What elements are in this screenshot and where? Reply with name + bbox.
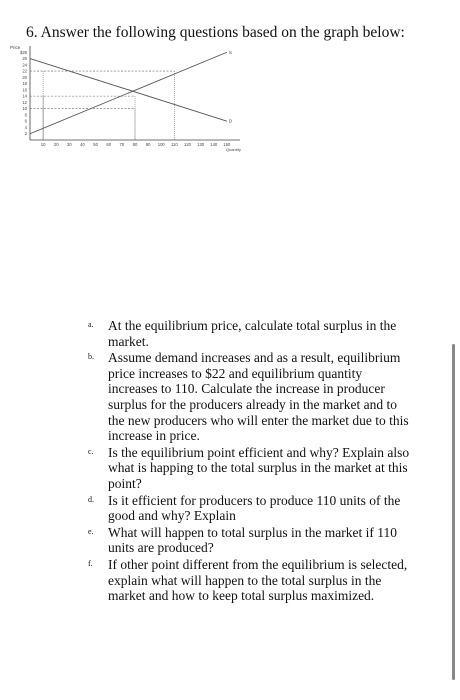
x-tick-label: 20: [53, 142, 59, 147]
curve-d: [30, 59, 227, 122]
question-text: At the equilibrium price, calculate total surplus in the market.: [108, 318, 397, 349]
y-tick-label: 24: [22, 62, 27, 68]
scrollbar[interactable]: [452, 344, 455, 680]
y-tick-labels: [20, 50, 28, 136]
y-tick-label: 26: [22, 56, 27, 62]
x-tick-label: 40: [80, 142, 85, 147]
question-item: [80, 493, 410, 524]
x-tick-label: 10: [40, 142, 46, 147]
question-item: [80, 350, 410, 444]
question-text: Is the equilibrium point efficient and why? Explain also what is happing to the total surplus in the market at this point?: [108, 444, 410, 491]
question-list: [80, 318, 410, 605]
question-text: Assume demand increases and as a result, equilibrium price increases to $22 and equilibrium quantity increases to 110. Calculate the increase in producer surplus for the producers already in the market and to the new producers who will enter the market due to this increase in price.: [108, 350, 409, 444]
question-item: [80, 318, 410, 349]
y-axis-label: Price: [10, 45, 21, 50]
y-tick-label: 18: [22, 81, 27, 87]
y-tick-label: 2: [24, 131, 27, 137]
question-text: Is it efficient for producers to produce 110 units of the good and why? Explain: [108, 492, 401, 524]
y-tick-label: 10: [22, 106, 27, 112]
question-item: [80, 557, 410, 604]
curve-label: S: [228, 49, 232, 55]
x-axis-label: Quantity: [226, 147, 241, 152]
x-tick-label: 60: [106, 142, 112, 147]
question-marker: a.: [88, 320, 94, 329]
y-tick-label: 20: [22, 74, 27, 80]
question-marker: f.: [88, 558, 93, 568]
x-tick-label: 70: [119, 142, 125, 147]
curve-label: D: [228, 118, 233, 124]
x-tick-label: 110: [171, 142, 178, 147]
x-tick-label: 100: [157, 142, 165, 147]
curves: [30, 50, 233, 134]
curve-s: [30, 52, 227, 133]
y-tick-label: 22: [22, 68, 27, 74]
y-tick-label: $28: [20, 49, 27, 55]
y-tick-label: 4: [24, 124, 27, 130]
supply-demand-graph: [8, 40, 244, 166]
x-tick-label: 80: [132, 142, 138, 147]
question-text: What will happen to total surplus in the market if 110 units are produced?: [108, 524, 397, 556]
question-marker: d.: [88, 494, 94, 504]
x-tick-label: 150: [223, 142, 231, 147]
question-item: [80, 525, 410, 556]
y-tick-label: 8: [24, 112, 27, 118]
y-tick-label: 16: [22, 87, 27, 93]
question-marker: e.: [88, 526, 94, 536]
question-item: [80, 445, 410, 492]
x-tick-label: 90: [145, 142, 151, 147]
question-text: If other point different from the equilibrium is selected, explain what will happen to the total surplus in the market and how to keep total surplus maximized.: [108, 556, 408, 604]
y-tick-label: 12: [22, 99, 27, 105]
question-marker: b.: [88, 352, 94, 362]
question-heading: 6. Answer the following questions based on the graph below:: [26, 24, 405, 41]
y-tick-label: 6: [24, 118, 27, 124]
x-tick-label: 30: [67, 142, 72, 147]
y-tick-label: 14: [22, 93, 27, 99]
x-tick-label: 50: [93, 142, 98, 147]
x-tick-label: 120: [184, 142, 191, 147]
x-tick-label: 140: [210, 142, 218, 147]
x-tick-labels: [41, 142, 231, 147]
question-marker: c.: [88, 446, 94, 456]
x-tick-label: 130: [197, 142, 205, 147]
